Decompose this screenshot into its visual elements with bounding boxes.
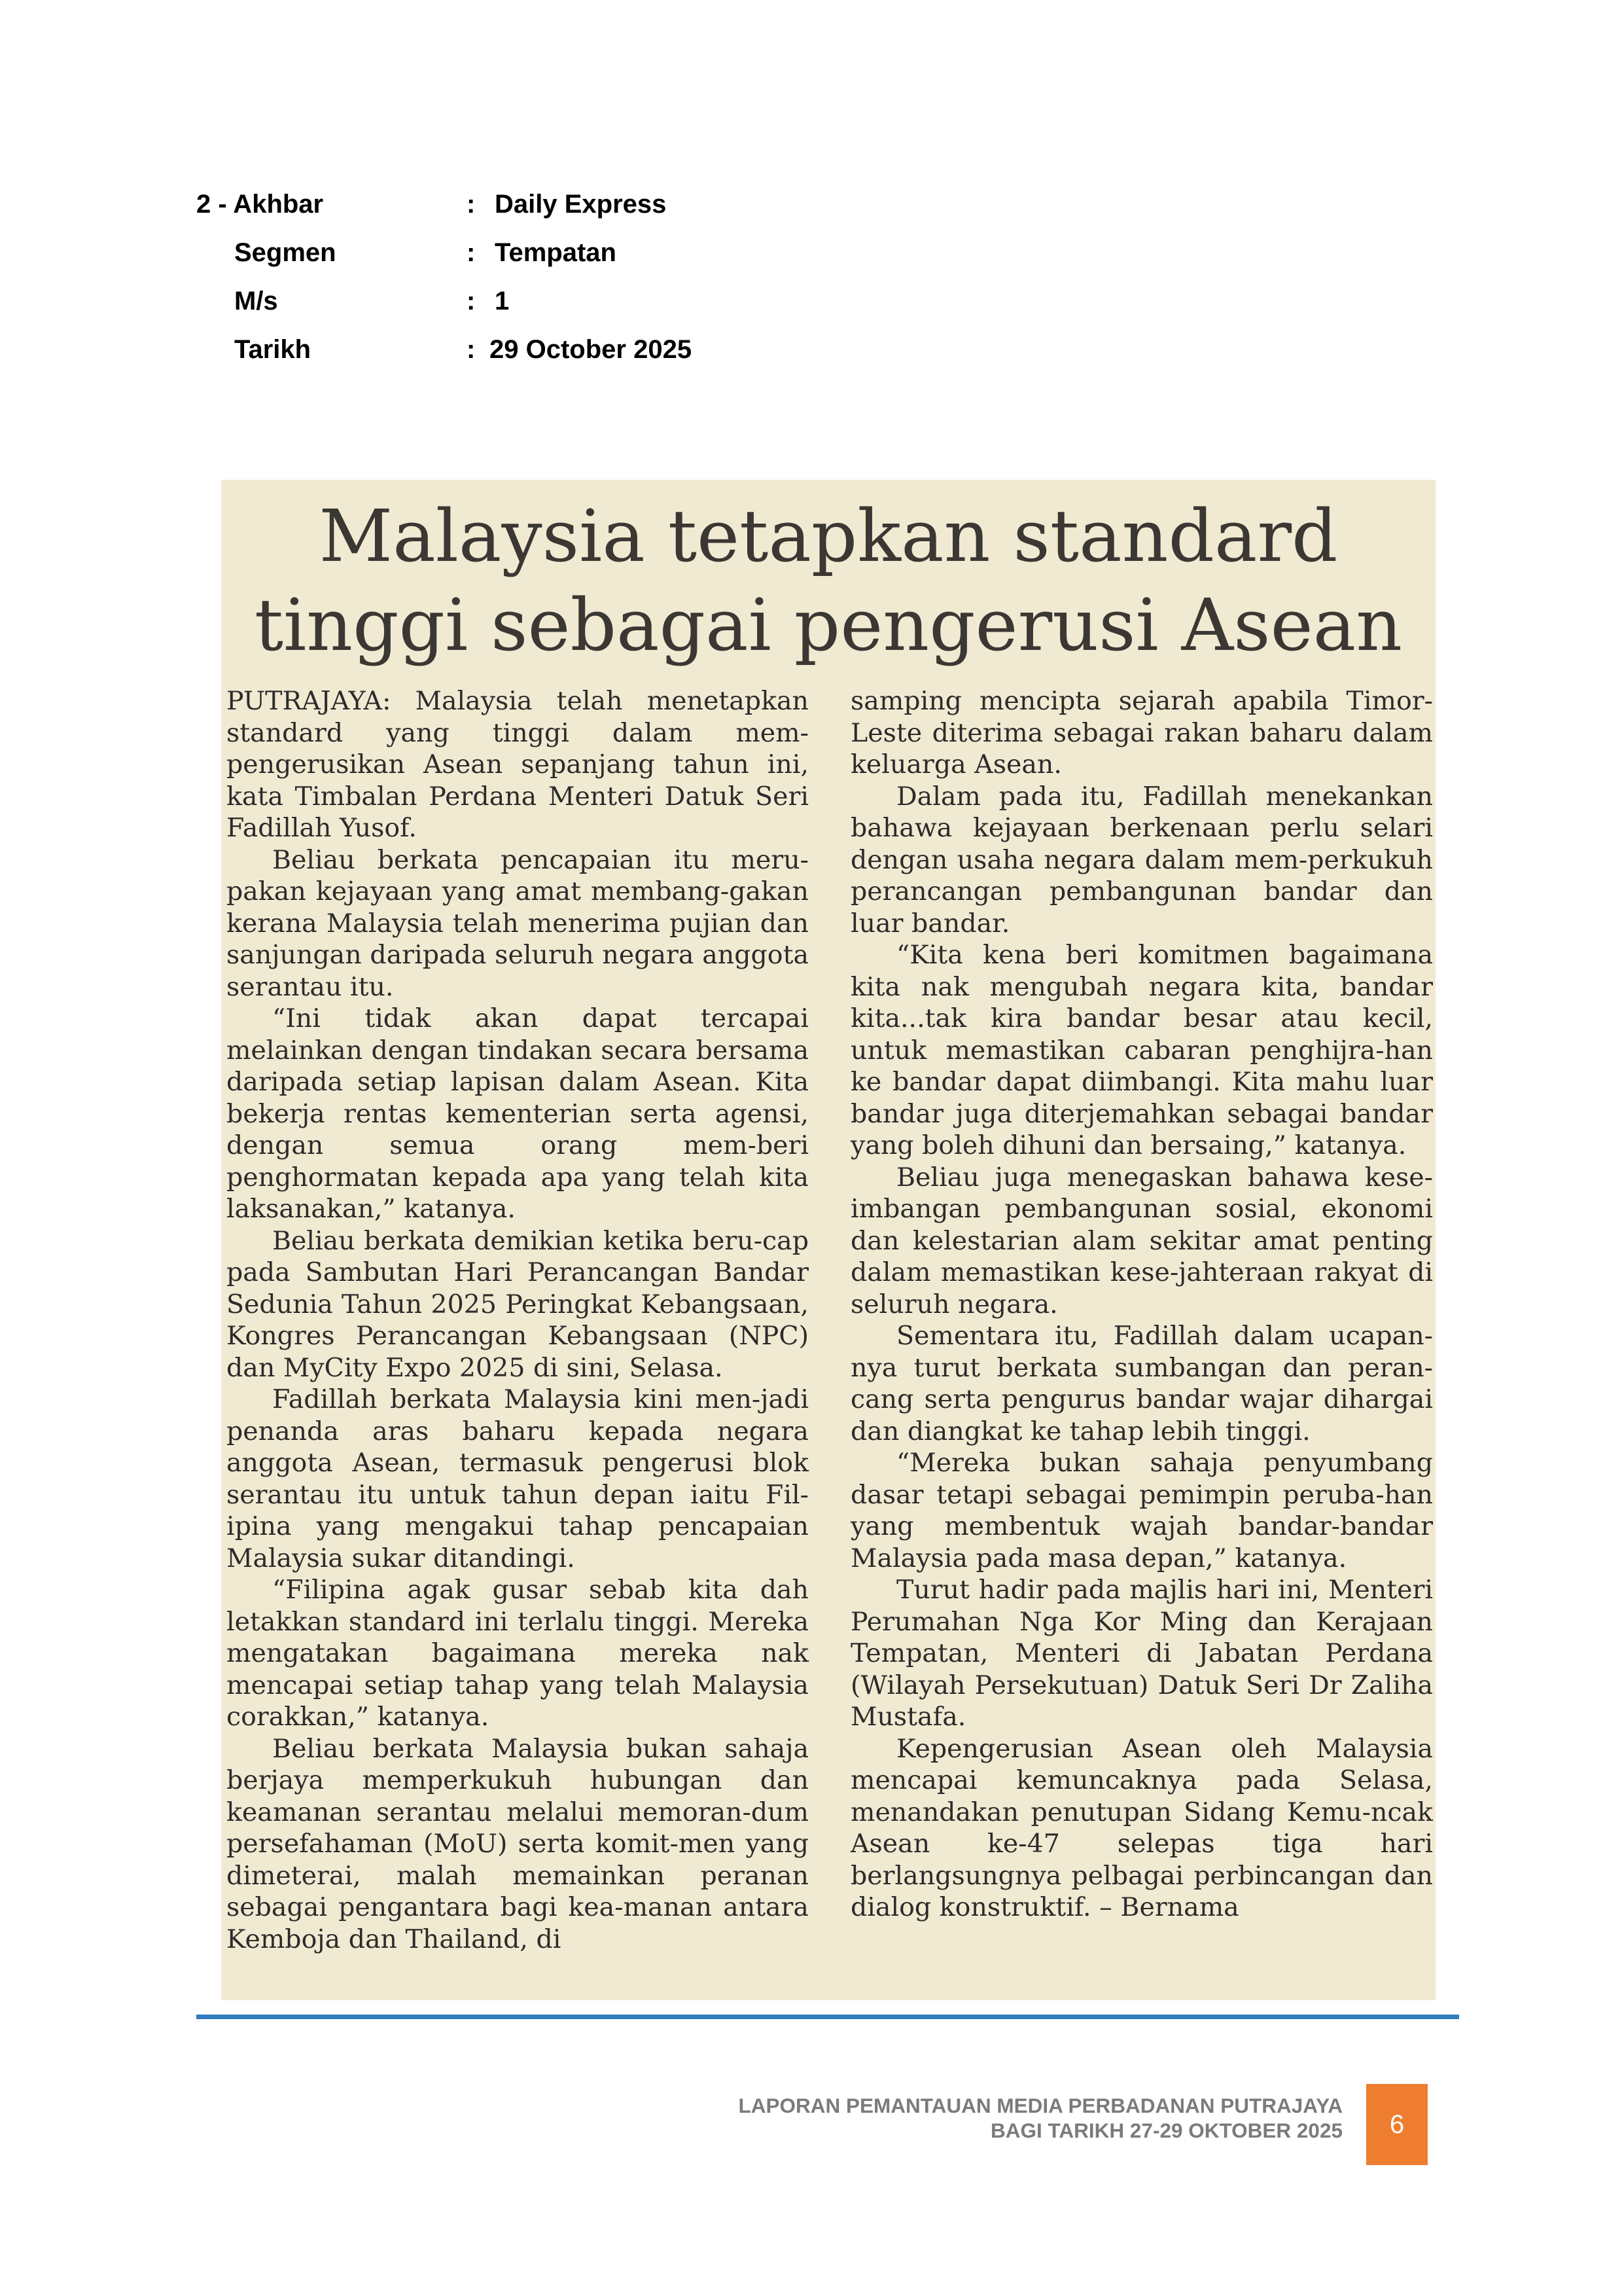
newspaper-clipping — [221, 480, 1436, 2000]
article-column-left — [226, 685, 809, 1955]
meta-row-segmen — [196, 238, 785, 287]
page-number: 6 — [1389, 2109, 1405, 2139]
article-paragraph: Beliau berkata demikian ketika beru-cap pada Sambutan Hari Perancangan Bandar Sedunia Tahun 2025 Peringkat Kebangsaan, Kongres Perancangan Kebangsaan (NPC) dan MyCity Expo 2025 di sini, Selasa. — [226, 1225, 809, 1383]
article-paragraph: PUTRAJAYA: Malaysia telah menetapkan standard yang tinggi dalam mem-pengerusikan Asean sepanjang tahun ini, kata Timbalan Perdana Menteri Datuk Seri Fadillah Yusof. — [226, 686, 809, 843]
article-paragraph: “Filipina agak gusar sebab kita dah letakkan standard ini terlalu tinggi. Mereka mengatakan bagaimana mereka nak mencapai setiap tahap yang telah Malaysia corakkan,” katanya. — [226, 1575, 809, 1732]
article-paragraph: Dalam pada itu, Fadillah menekankan bahawa kejayaan berkenaan perlu selari dengan usaha negara dalam mem-perkukuh perancangan pembangunan bandar dan luar bandar. — [851, 781, 1433, 939]
article-paragraph: Kepengerusian Asean oleh Malaysia mencapai kemuncaknya pada Selasa, menandakan penutupan Sidang Kemu-ncak Asean ke-47 selepas tiga hari berlangsungnya pelbagai perbincangan dan dialog konstruktif. – Bernama — [851, 1733, 1433, 1922]
meta-value-akhbar: Daily Express — [495, 190, 667, 219]
footer-line-1: LAPORAN PEMANTAUAN MEDIA PERBADANAN PUTRAJAYA — [738, 2094, 1343, 2117]
meta-label-segmen: Segmen — [234, 238, 336, 267]
article-paragraph: samping mencipta sejarah apabila Timor-Leste diterima sebagai rakan baharu dalam keluarga Asean. — [851, 686, 1433, 780]
meta-label-tarikh: Tarikh — [234, 335, 311, 364]
article-paragraph: Beliau berkata pencapaian itu meru-pakan kejayaan yang amat membang-gakan kerana Malaysia telah menerima pujian dan sanjungan daripada seluruh negara anggota serantau itu. — [226, 844, 809, 1002]
meta-label-akhbar: 2 - Akhbar — [196, 190, 324, 219]
article-paragraph: “Ini tidak akan dapat tercapai melainkan dengan tindakan secara bersama daripada setiap lapisan dalam Asean. Kita bekerja rentas kementerian serta agensi, dengan semua orang mem-beri penghormatan kepada apa yang telah kita laksanakan,” katanya. — [226, 1003, 809, 1224]
meta-colon: : — [467, 190, 476, 219]
meta-label-ms: M/s — [234, 287, 278, 315]
meta-row-tarikh — [196, 335, 785, 384]
article-paragraph: Beliau juga menegaskan bahawa kese-imbangan pembangunan sosial, ekonomi dan kelestarian alam sekitar amat penting dalam memastikan kese-jahteraan rakyat di seluruh negara. — [851, 1162, 1433, 1319]
meta-row-ms — [196, 287, 785, 335]
meta-row-akhbar — [196, 190, 785, 238]
article-column-right — [851, 685, 1433, 1924]
meta-colon: : — [467, 287, 476, 315]
article-paragraph: Fadillah berkata Malaysia kini men-jadi penanda aras baharu kepada negara anggota Asean, termasuk pengerusi blok serantau itu untuk tahun depan iaitu Fil-ipina yang mengakui tahap pencapaian Malaysia sukar ditandingi. — [226, 1384, 809, 1573]
article-paragraph: Beliau berkata Malaysia bukan sahaja berjaya memperkukuh hubungan dan keamanan serantau melalui memoran-dum persefahaman (MoU) serta komit-men yang dimeterai, malah memainkan peranan sebagai pengantara bagi kea-manan antara Kemboja dan Thailand, di — [226, 1733, 809, 1954]
headline-line-2: tinggi sebagai pengerusi Asean — [254, 583, 1403, 667]
meta-value-tarikh: 29 October 2025 — [489, 335, 692, 364]
page-number-badge — [1366, 2084, 1428, 2165]
article-paragraph: Sementara itu, Fadillah dalam ucapan-nya turut berkata sumbangan dan peran-cang serta pengurus bandar wajar dihargai dan diangkat ke tahap lebih tinggi. — [851, 1321, 1433, 1446]
meta-value-ms: 1 — [495, 287, 510, 315]
meta-colon: : — [467, 238, 476, 267]
headline-line-1: Malaysia tetapkan standard — [319, 494, 1338, 578]
article-paragraph: Turut hadir pada majlis hari ini, Menteri Perumahan Nga Kor Ming dan Kerajaan Tempatan, Menteri di Jabatan Perdana (Wilayah Persekutuan) Datuk Seri Dr Zaliha Mustafa. — [851, 1575, 1433, 1732]
footer-line-2: BAGI TARIKH 27-29 OKTOBER 2025 — [991, 2119, 1343, 2142]
article-headline — [221, 492, 1436, 670]
metadata-block — [196, 190, 785, 384]
meta-colon: : — [467, 335, 476, 364]
article-paragraph: “Kita kena beri komitmen bagaimana kita nak mengubah negara kita, bandar kita...tak kira bandar besar atau kecil, untuk memastikan cabaran penghijra-han ke bandar dapat diimbangi. Kita mahu luar bandar juga diterjemahkan sebagai bandar yang boleh dihuni dan bersaing,” katanya. — [851, 940, 1433, 1160]
meta-value-segmen: Tempatan — [495, 238, 616, 267]
footer-divider — [196, 2015, 1459, 2019]
article-paragraph: “Mereka bukan sahaja penyumbang dasar tetapi sebagai pemimpin peruba-han yang membentuk wajah bandar-bandar Malaysia pada masa depan,” katanya. — [851, 1448, 1433, 1573]
report-footer — [739, 2093, 1343, 2143]
